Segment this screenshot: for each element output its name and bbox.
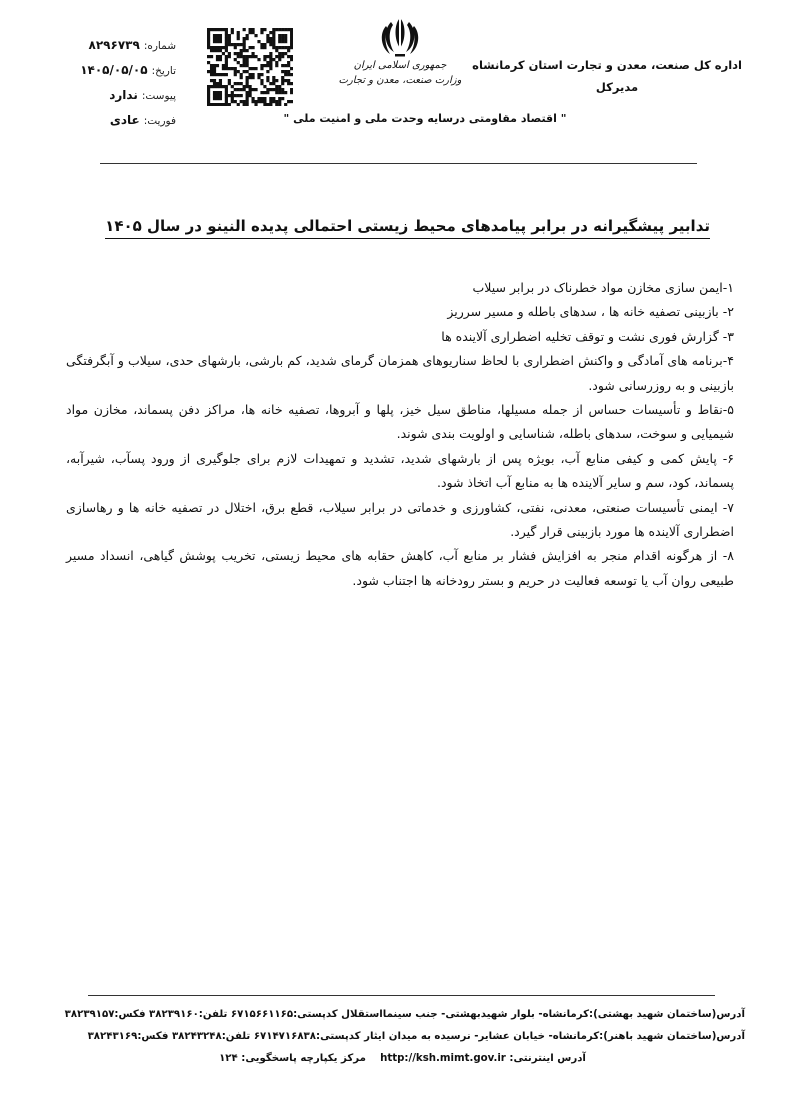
- meta-label: تاریخ:: [151, 65, 176, 77]
- meta-value: ۱۴۰۵/۰۵/۰۵: [80, 63, 148, 77]
- meta-number: [56, 38, 176, 63]
- website-label: آدرس اینترنتی:: [509, 1053, 586, 1064]
- list-item: ۴-برنامه های آمادگی و واکنش اضطراری با لحاظ سناریوهای همزمان گرمای شدید، کم بارشی، بارشهای حدی، سیلاب و آبگرفتگی بازبینی و به روزرسانی شود.: [66, 353, 734, 393]
- meta-urgency: [56, 113, 176, 138]
- footer-address-1: آدرس(ساختمان شهید بهشتی):کرمانشاه- بلوار شهیدبهشتی- جنب سینمااستقلال کدپستی:۶۷۱۵۶۶۱۱۶۵ تلفن:۳۸۲۳۹۱۶۰ فکس:۳۸۲۳۹۱۵۷: [64, 1009, 745, 1020]
- meta-value: ندارد: [109, 88, 138, 102]
- republic-name: جمهوری اسلامی ایران: [353, 60, 447, 71]
- letter-meta: [56, 38, 176, 138]
- list-item: ۸- از هرگونه اقدام منجر به افزایش فشار بر منابع آب، کاهش حقابه های محیط زیستی، تخریب پوشش گیاهی، انسداد مسیر طبیعی روان آب یا توسعه فعالیت در حریم و بستر رودخانه ها اجتناب شود.: [66, 548, 734, 588]
- list-item: ۳- گزارش فوری نشت و توقف تخلیه اضطراری آلاینده ها: [441, 328, 734, 344]
- meta-value: ۸۲۹۶۷۳۹: [88, 38, 140, 52]
- document-title-text: تدابیر پیشگیرانه در برابر پیامدهای محیط زیستی احتمالی پدیده النینو در سال ۱۴۰۵: [105, 217, 710, 239]
- meta-attachment: [56, 88, 176, 113]
- org-position: مدیرکل: [595, 80, 639, 94]
- ministry-name: وزارت صنعت، معدن و تجارت: [338, 75, 462, 86]
- footer-address-2: آدرس(ساختمان شهید باهنر):کرمانشاه- خیابان عشایر- نرسیده به میدان ایثار کدپستی:۶۷۱۴۷۱۶۸۳۸ تلفن:۳۸۲۴۳۲۴۸ فکس:۳۸۲۴۳۱۶۹: [87, 1031, 745, 1042]
- organization-header: [472, 54, 742, 98]
- header-divider: [100, 163, 697, 164]
- list-item: ۵-نقاط و تأسیسات حساس از جمله مسیلها، مناطق سیل خیز، پلها و آبروها، تصفیه خانه ها، مراکز دفن پسماند، مخازن مواد شیمیایی و سوخت، سدهای باطله، شناسایی و اولویت بندی شوند.: [66, 402, 734, 442]
- footer-contact: [60, 1048, 745, 1070]
- call-center: مرکز یکپارچه پاسخگویی: ۱۲۴: [219, 1053, 366, 1064]
- org-name: اداره کل صنعت، معدن و تجارت استان کرمانشاه: [472, 58, 742, 72]
- meta-date: [56, 63, 176, 88]
- footer-divider: [88, 995, 715, 996]
- qr-code-icon: [207, 28, 293, 106]
- document-title: [70, 217, 710, 235]
- state-emblem: [335, 14, 465, 88]
- list-item: ۶- پایش کمی و کیفی منابع آب، بویژه پس از بارشهای شدید، تشدید و تمهیدات لازم برای جلوگیری از ورود پسآب، شیرآبه، پسماند، کود، سم و سایر آلاینده ها به منابع آب اتخاذ شود.: [66, 450, 734, 491]
- meta-label: فوریت:: [143, 115, 176, 127]
- meta-value: عادی: [109, 113, 140, 127]
- meta-label: پیوست:: [141, 90, 176, 102]
- list-item: ۲- بازبینی تصفیه خانه ها ، سدهای باطله و مسیر سرریز: [447, 304, 734, 320]
- slogan: " اقتصاد مقاومتی درسایه وحدت ملی و امنیت ملی ": [283, 112, 567, 125]
- list-item: ۱-ایمن سازی مخازن مواد خطرناک در برابر سیلاب: [472, 280, 734, 295]
- document-body: [66, 276, 734, 593]
- footer: [60, 1004, 745, 1070]
- iran-emblem-icon: [380, 14, 420, 58]
- list-item: ۷- ایمنی تأسیسات صنعتی، معدنی، نفتی، کشاورزی و خدماتی در برابر سیلاب، قطع برق، اختلال در تصفیه خانه ها و رهاسازی اضطراری آلاینده ها مورد بازبینی قرار گیرد.: [66, 499, 734, 540]
- website-link[interactable]: http://ksh.mimt.gov.ir: [380, 1053, 506, 1064]
- meta-label: شماره:: [143, 40, 176, 52]
